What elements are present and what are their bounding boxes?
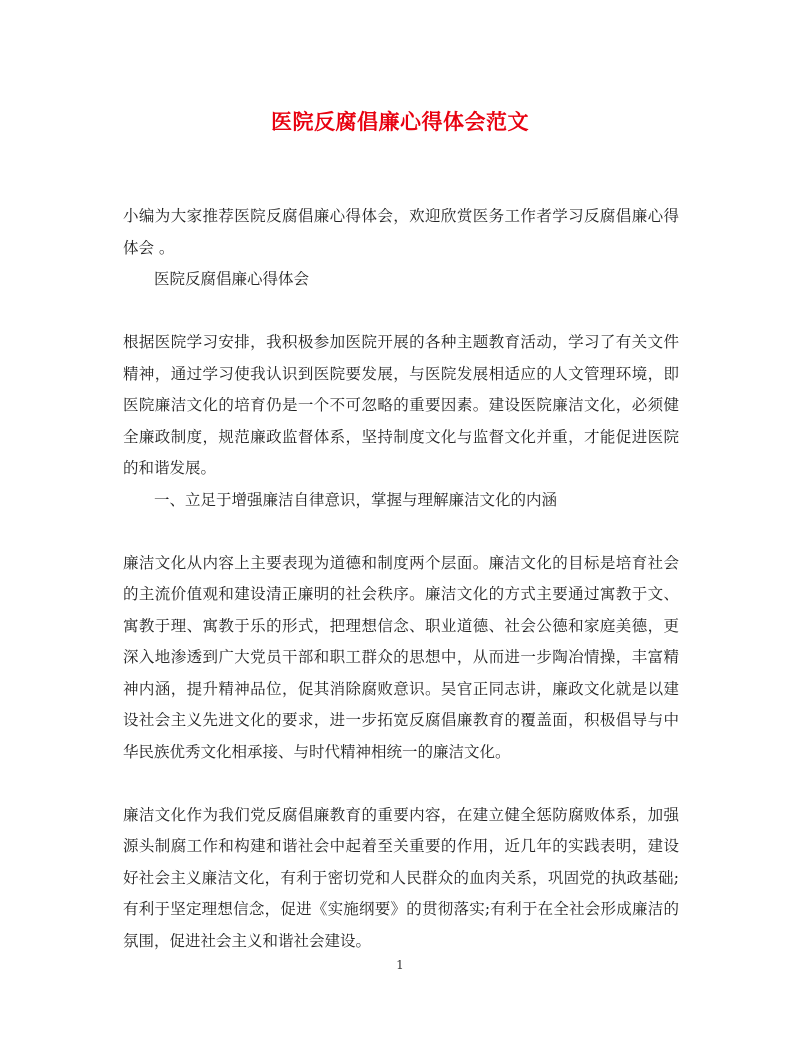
paragraph-spacer [123,768,679,800]
document-title: 医院反腐倡廉心得体会范文 [271,109,529,134]
body-paragraph: 廉洁文化从内容上主要表现为道德和制度两个层面。廉洁文化的目标是培育社会的主流价值观和建设清正廉明的社会秩序。廉洁文化的方式主要通过寓教于文、寓教于理、寓教于乐的形式，把理想信念、职业道德、社会公德和家庭美德，更深入地渗透到广大党员干部和职工群众的思想中，从而进一步陶冶情操，丰富精神内涵，提升精神品位，促其消除腐败意识。吴官正同志讲，廉政文化就是以建设社会主义先进文化的要求，进一步拓宽反腐倡廉教育的覆盖面，积极倡导与中华民族优秀文化相承接、与时代精神相统一的廉洁文化。 [123,553,679,761]
paragraph-spacer [123,516,679,548]
subtitle-paragraph: 医院反腐倡廉心得体会 [154,270,310,288]
body-paragraph: 廉洁文化作为我们党反腐倡廉教育的重要内容，在建立健全惩防腐败体系，加强源头制腐工作和构建和谐社会中起着至关重要的作用，近几年的实践表明，建设好社会主义廉洁文化，有利于密切党和人民群众的血肉关系，巩固党的执政基础;有利于坚定理想信念，促进《实施纲要》的贯彻落实;有利于在全社会形成廉洁的氛围，促进社会主义和谐社会建设。 [123,805,679,950]
body-paragraph: 根据医院学习安排，我积极参加医院开展的各种主题教育活动，学习了有关文件精神，通过学习使我认识到医院要发展，与医院发展相适应的人文管理环境，即医院廉洁文化的培育仍是一个不可忽略的重要因素。建设医院廉洁文化，必须健全廉政制度，规范廉政监督体系，坚持制度文化与监督文化并重，才能促进医院的和谐发展。 [123,333,679,477]
section-heading: 一、立足于增强廉洁自律意识，掌握与理解廉洁文化的内涵 [154,490,558,509]
paragraph-spacer [123,296,679,328]
page-number: 1 [396,958,404,972]
document-body [123,201,679,957]
intro-paragraph: 小编为大家推荐医院反腐倡廉心得体会，欢迎欣赏医务工作者学习反腐倡廉心得体会 。 [123,207,679,257]
